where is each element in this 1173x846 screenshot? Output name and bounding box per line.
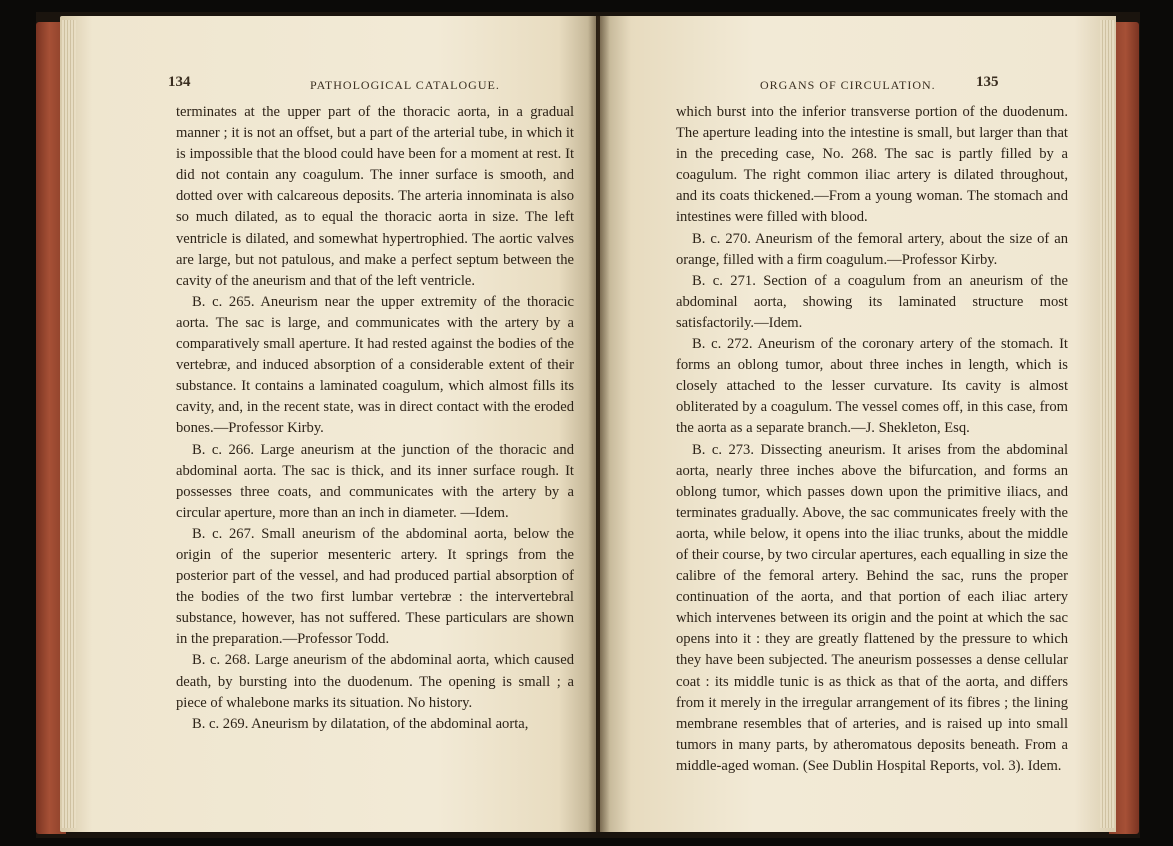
paragraph: B. c. 269. Aneurism by dilatation, of the abdominal aorta,: [192, 715, 529, 732]
paragraph: B. c. 268. Large aneurism of the abdominal aorta, which caused death, by bursting into the duodenum. The opening is small ; a piece of whalebone marks its situation. No history.: [176, 652, 574, 711]
right-running-head: ORGANS OF CIRCULATION.: [760, 78, 936, 92]
paragraph: B. c. 267. Small aneurism of the abdominal aorta, below the origin of the superior mesenteric artery. It springs from the posterior part of the vessel, and had produced partial absorption of the bodies of the two first lumbar vertebræ : the intervertebral substance, however, has not suffered. These particulars are shown in the preparation.—Professor Todd.: [176, 525, 574, 648]
paragraph: B. c. 273. Dissecting aneurism. It arises from the abdominal aorta, nearly three inches above the bifurcation, and forms an oblong tumor, which passes down upon the primitive iliacs, and terminates gradually. Above, the sac communicates freely with the aorta, while below, it opens into the iliac trunks, about the middle of their course, by two circular apertures, each equalling in size the calibre of the femoral artery. Behind the sac, runs the proper continuation of the aorta, and that portion of each iliac artery which intervenes between its origin and the point at which the sac opens into it : they are greatly flattened by the pressure to which they have been subjected. The aneurism possesses a dense cellular coat : its middle tunic is as thick as that of the aorta, and differs from it merely in the irregular arrangement of its fibres ; the lining membrane resembles that of arteries, and is raised up into small tumors in many parts, by atheromatous deposits beneath. From a middle-aged woman. (See Dublin Hospital Reports, vol. 3). Idem.: [676, 441, 1068, 774]
paragraph: B. c. 272. Aneurism of the coronary artery of the stomach. It forms an oblong tumor, about three inches in length, which is closely attached to the lesser curvature. Its cavity is almost obliterated by a coagulum. The vessel comes off, in this case, from the aorta as a separate branch.—J. Shekleton, Esq.: [676, 336, 1068, 437]
paragraph: B. c. 270. Aneurism of the femoral artery, about the size of an orange, filled with a firm coagulum.—Professor Kirby.: [676, 230, 1068, 268]
paragraph: B. c. 265. Aneurism near the upper extremity of the thoracic aorta. The sac is large, and communicates with the artery by a comparatively small aperture. It had rested against the bodies of the vertebræ, and induced absorption of a considerable extent of their substance. It contains a laminated coagulum, which almost fills its cavity, and, in the recent state, was in direct contact with the eroded bones.—Professor Kirby.: [176, 293, 574, 437]
paragraph: which burst into the inferior transverse portion of the duodenum. The aperture leading into the intestine is small, but larger than that in the preceding case, No. 268. The sac is partly filled by a coagulum. The right common iliac artery is dilated throughout, and its coats thickened.—From a young woman. The stomach and intestines were filled with blood.: [676, 104, 1068, 226]
paragraph: B. c. 271. Section of a coagulum from an aneurism of the abdominal aorta, showing its laminated structure most satisfactorily.—Idem.: [676, 272, 1068, 331]
paragraph: B. c. 266. Large aneurism at the junction of the thoracic and abdominal aorta. The sac is thick, and its inner surface rough. It possesses three coats, and communicates with the artery by a circular aperture, more than an inch in diameter. —Idem.: [176, 441, 574, 521]
right-page-number: 135: [976, 74, 999, 90]
left-page-text: [176, 102, 574, 735]
left-running-head: PATHOLOGICAL CATALOGUE.: [310, 78, 500, 92]
left-page-edges: [62, 20, 76, 828]
book-gutter: [588, 16, 610, 832]
right-page: [600, 16, 1116, 832]
left-page: [60, 16, 596, 832]
left-page-number: 134: [168, 74, 191, 90]
right-page-edges: [1100, 20, 1114, 828]
right-page-text: [676, 102, 1068, 777]
paragraph: terminates at the upper part of the thoracic aorta, in a gradual manner ; it is not an offset, but a part of the arterial tube, in which it is impossible that the blood could have been for a moment at rest. It did not contain any coagulum. The inner surface is smooth, and dotted over with calcareous deposits. The arteria innominata is also so much dilated, as to equal the thoracic aorta in size. The left ventricle is dilated, and somewhat hypertrophied. The aortic valves are large, but not patulous, and make a perfect septum between the cavity of the aneurism and that of the left ventricle.: [176, 104, 574, 289]
